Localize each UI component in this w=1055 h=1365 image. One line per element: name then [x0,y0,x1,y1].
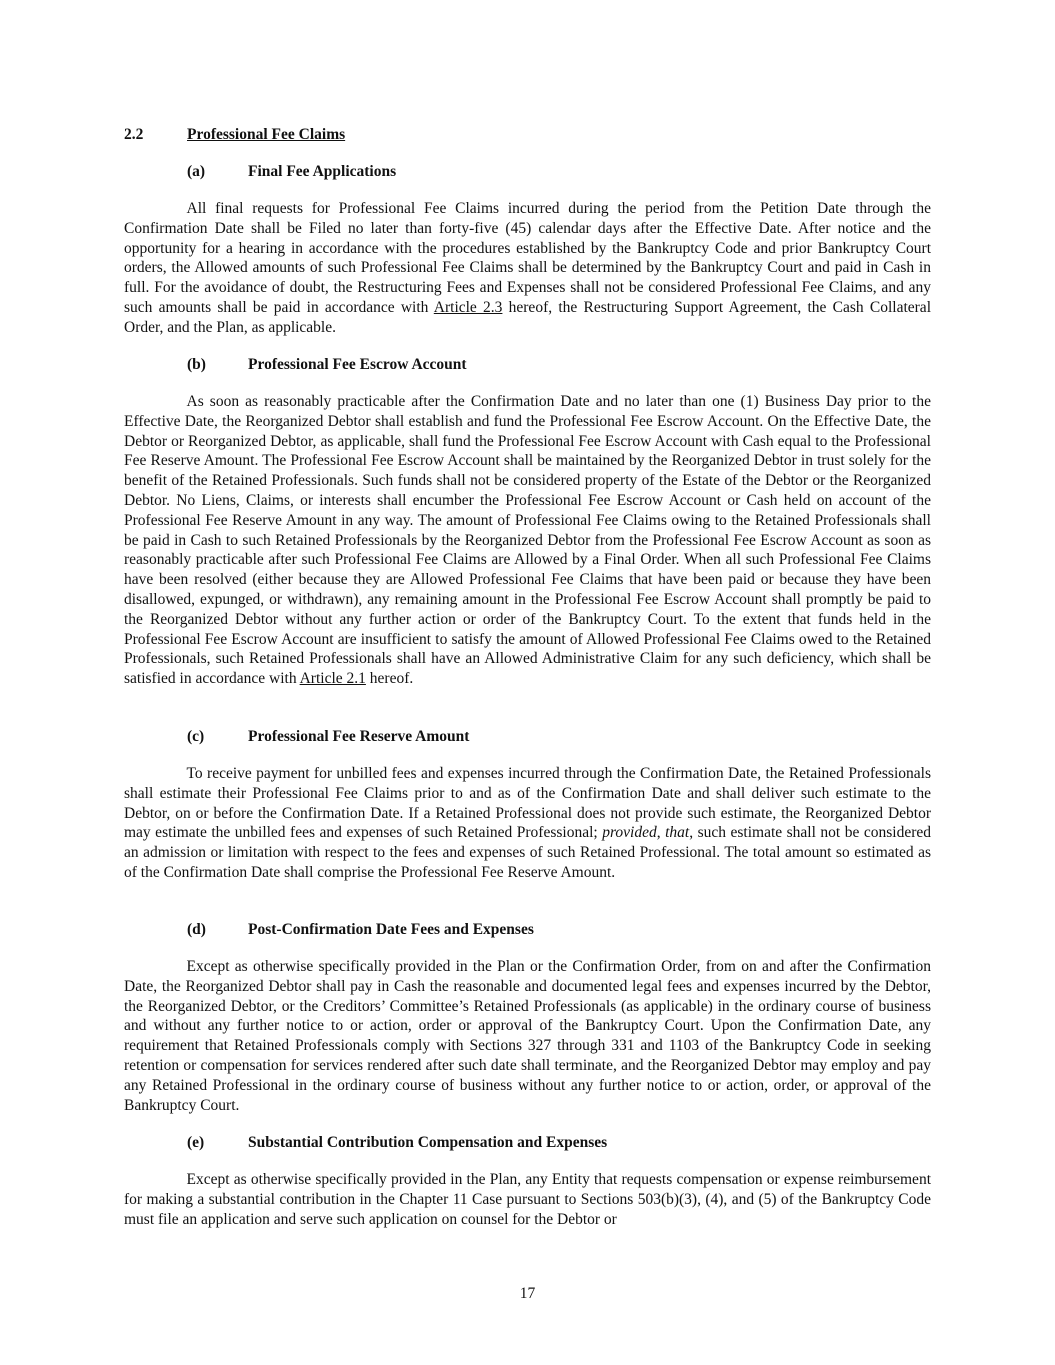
italic-term: provided [602,824,657,842]
subsection-letter: (d) [187,921,206,938]
page-number: 17 [519,1285,536,1302]
paragraph-professional-fee-reserve-amount: To receive payment for unbilled fees and expenses incurred through the Confirmation Date, the Retained Professionals shall estimate their Professional Fee Claims prior to and as of the Confirmation Date and shall deliver such estimate to the Debtor, on or before the Confirmation Date. If a Retained Professional does not provide such estimate, the Reorganized Debtor may estimate the unbilled fees and expenses of such Retained Professional; provided, that, such estimate shall not be considered an admission or limitation with respect to the fees and expenses of such Retained Professional. The total amount so estimated as of the Confirmation Date shall comprise the Professional Fee Reserve Amount. [124,765,931,881]
subsection-letter: (b) [187,356,206,373]
section-number: 2.2 [124,126,144,143]
article-reference: Article 2.1 [299,670,366,688]
paragraph-substantial-contribution: Except as otherwise specifically provided in the Plan, any Entity that requests compensation or expense reimbursement for making a substantial contribution in the Chapter 11 Case pursuant to Sections 503(b)(3), (4), and (5) of the Bankruptcy Code must file an application and serve such application on counsel for the Debtor or [124,1171,931,1228]
subsection-letter: (c) [187,728,205,745]
subsection-letter: (e) [187,1134,205,1151]
paragraph-professional-fee-escrow-account: As soon as reasonably practicable after the Confirmation Date and no later than one (1) Business Day prior to the Effective Date, the Reorganized Debtor shall establish and fund the Professional Fee Escrow Account. On the Effective Date, the Debtor or Reorganized Debtor, as applicable, shall fund the Professional Fee Escrow Account with Cash equal to the Professional Fee Reserve Amount. The Professional Fee Escrow Account shall be maintained by the Reorganized Debtor in trust solely for the benefit of the Retained Professionals. Such funds shall not be considered property of the Estate of the Debtor or the Reorganized Debtor. No Liens, Claims, or interests shall encumber the Professional Fee Escrow Account or Cash held on account of the Professional Fee Reserve Amount in any way. The amount of Professional Fee Claims owing to the Retained Professionals shall be paid in Cash to such Retained Professionals by the Reorganized Debtor from the Professional Fee Escrow Account as soon as reasonably practicable after such Professional Fee Claims are Allowed by a Final Order. When all such Professional Fee Claims have been resolved (either because they are Allowed Professional Fee Claims that have been paid or because they have been disallowed, expunged, or withdrawn), any remaining amount in the Professional Fee Escrow Account shall promptly be paid to the Reorganized Debtor without any further action or order of the Bankruptcy Court. To the extent that funds held in the Professional Fee Escrow Account are insufficient to satisfy the amount of Allowed Professional Fee Claims owed to the Retained Professionals, such Retained Professionals shall have an Allowed Administrative Claim for any such deficiency, which shall be satisfied in accordance with Article 2.1 hereof. [124,393,931,688]
paragraph-post-confirmation-fees: Except as otherwise specifically provided in the Plan or the Confirmation Order, from on and after the Confirmation Date, the Reorganized Debtor shall pay in Cash the reasonable and documented legal fees and expenses incurred by the Debtor, the Reorganized Debtor, or the Creditors’ Committee’s Retained Professionals (as applicable) in the ordinary course of business and without any further notice to or action, order or approval of the Bankruptcy Court. Upon the Confirmation Date, any requirement that Retained Professionals comply with Sections 327 through 331 and 1103 of the Bankruptcy Code in seeking retention or compensation for services rendered after such date shall terminate, and the Reorganized Debtor may employ and pay any Retained Professional in the ordinary course of business without any further notice to or action, order, or approval of the Bankruptcy Court. [124,958,931,1114]
italic-term: that [665,824,690,842]
subsection-title: Professional Fee Reserve Amount [248,728,470,745]
subsection-title: Substantial Contribution Compensation and Expenses [248,1134,608,1151]
section-title: Professional Fee Claims [187,126,346,143]
subsection-letter: (a) [187,163,206,180]
subsection-title: Professional Fee Escrow Account [248,356,467,373]
paragraph-final-fee-applications: All final requests for Professional Fee Claims incurred during the period from the Petition Date through the Confirmation Date shall be Filed no later than forty-five (45) calendar days after the Effective Date. After notice and the opportunity for a hearing in accordance with the procedures established by the Bankruptcy Code and prior Bankruptcy Court orders, the Allowed amounts of such Professional Fee Claims shall be determined by the Bankruptcy Court and paid in Cash in full. For the avoidance of doubt, the Restructuring Fees and Expenses shall not be considered Professional Fee Claims, and any such amounts shall be paid in accordance with Article 2.3 hereof, the Restructuring Support Agreement, the Cash Collateral Order, and the Plan, as applicable. [124,200,931,336]
subsection-title: Final Fee Applications [248,163,397,180]
article-reference: Article 2.3 [433,298,503,316]
subsection-title: Post-Confirmation Date Fees and Expenses [248,921,534,938]
